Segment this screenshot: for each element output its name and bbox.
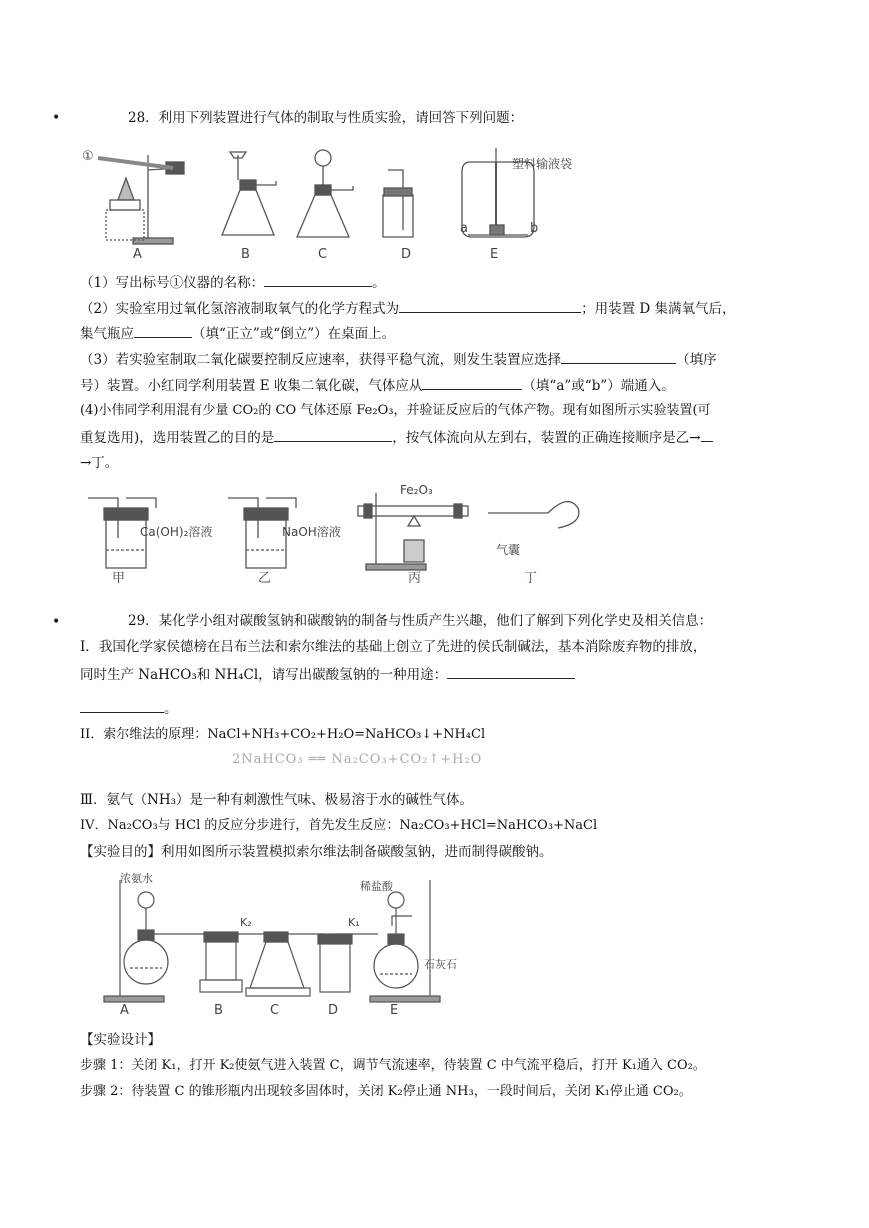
- figure-apparatus-a-e: [78, 140, 573, 268]
- dilute-hcl-label: 稀盐酸: [360, 880, 393, 893]
- figure-solvay-apparatus: [80, 870, 470, 1018]
- infusion-bag-label: 塑料输液袋: [512, 157, 573, 171]
- q29-info-ii: II．索尔维法的原理：NaCl+NH₃+CO₂+H₂O=NaHCO₃↓+NH₄Cl: [80, 727, 486, 742]
- q29-step-2: 步骤 2：待装置 C 的锥形瓶内出现较多固体时，关闭 K₂停止通 NH₃，一段时间后，关闭 K₁停止通 CO₂。: [80, 1084, 692, 1099]
- valve-k2-label: K₂: [240, 916, 252, 929]
- apparatus-label-ding: 丁: [524, 571, 538, 586]
- q29-info-iv: IV．Na₂CO₃与 HCl 的反应分步进行，首先发生反应：Na₂CO₃+HCl=NaHCO₃+NaCl: [80, 818, 598, 833]
- conc-ammonia-label: 浓氨水: [120, 872, 153, 885]
- q28-part-4-text-b: 重复选用)，选用装置乙的目的是: [80, 430, 275, 446]
- q28-part-3-text-b: （填序: [676, 352, 717, 368]
- q28-part-1-text: （1）写出标号①仪器的名称：: [80, 275, 265, 291]
- apparatus-label-e: E: [490, 247, 499, 262]
- q28-part-4-line-2: [80, 427, 713, 448]
- q28-part-3-text-a: （3）若实验室制取二氧化碳要控制反应速率，获得平稳气流，则发生装置应选择: [80, 352, 562, 368]
- faded-equation: 2NaHCO₃ ══ Na₂CO₃+CO₂↑+H₂O: [232, 752, 483, 767]
- apparatus-label-a: A: [133, 247, 142, 262]
- ca-oh2-solution-label: Ca(OH)₂溶液: [140, 525, 213, 539]
- q28-part-2-text-d: （填“正立”或“倒立”）在桌面上。: [192, 326, 396, 342]
- answer-blank[interactable]: [701, 427, 713, 442]
- q28-part-1: [80, 272, 386, 293]
- apparatus-label-jia: 甲: [112, 571, 126, 586]
- q28-part-2-text-a: （2）实验室用过氧化氢溶液制取氧气的化学方程式为: [80, 301, 400, 317]
- answer-blank[interactable]: [399, 298, 581, 313]
- q28-part-3-line-1: [80, 349, 717, 370]
- limestone-label: 石灰石: [424, 958, 457, 971]
- question-28-stem: 28．利用下列装置进行气体的制取与性质实验，请回答下列问题：: [128, 110, 524, 126]
- instrument-tag: ①: [82, 149, 94, 164]
- apparatus-label-b: B: [241, 247, 250, 262]
- q28-part-2-line-2: [80, 323, 395, 344]
- q28-part-3-text-d: （填“a”或“b”）端通入。: [522, 378, 675, 394]
- answer-blank[interactable]: [264, 272, 372, 287]
- apparatus-label-e: E: [390, 1003, 399, 1018]
- q28-part-4-line-3: →丁。: [80, 455, 119, 471]
- answer-blank[interactable]: [134, 323, 192, 338]
- answer-blank[interactable]: [561, 349, 676, 364]
- naoh-solution-label: NaOH溶液: [282, 525, 341, 539]
- figure-apparatus-jia-ding: [78, 478, 578, 586]
- fe2o3-label: Fe₂O₃: [400, 483, 433, 497]
- apparatus-label-c: C: [318, 247, 328, 262]
- apparatus-label-d: D: [401, 247, 412, 262]
- list-bullet: •: [52, 614, 61, 630]
- q28-part-2-text-b: ；用装置 D 集满氧气后，: [581, 301, 736, 317]
- port-b-label: b: [530, 221, 539, 236]
- q28-part-3-text-c: 号）装置。小红同学利用装置 E 收集二氧化碳，气体应从: [80, 378, 423, 394]
- question-29-stem: 29．某化学小组对碳酸氢钠和碳酸钠的制备与性质产生兴趣，他们了解到下列化学史及相关信息：: [128, 613, 713, 629]
- q29-info-i-line-1: I．我国化学家侯德榜在吕布兰法和索尔维法的基础上创立了先进的侯氏制碱法，基本消除废弃物的排放，: [80, 639, 707, 655]
- q29-info-i-line-3: [80, 698, 178, 719]
- q29-info-i-end: 。: [164, 701, 178, 717]
- q29-info-i-text: 同时生产 NaHCO₃和 NH₄Cl，请写出碳酸氢钠的一种用途：: [80, 667, 448, 683]
- apparatus-label-b: B: [214, 1003, 223, 1018]
- apparatus-label-yi: 乙: [258, 571, 272, 586]
- apparatus-label-a: A: [120, 1003, 129, 1018]
- port-a-label: a: [460, 221, 468, 236]
- q28-part-1-end: 。: [372, 275, 386, 291]
- q29-info-i-line-2: [80, 664, 575, 685]
- answer-blank[interactable]: [447, 664, 575, 679]
- apparatus-label-d: D: [328, 1003, 339, 1018]
- answer-blank[interactable]: [80, 698, 164, 713]
- q29-design-heading: 【实验设计】: [80, 1032, 161, 1048]
- list-bullet: •: [52, 110, 61, 126]
- q28-part-4-text-c: ，按气体流向从左到右，装置的正确连接顺序是乙→: [392, 430, 701, 446]
- answer-blank[interactable]: [422, 375, 522, 390]
- valve-k1-label: K₁: [348, 916, 360, 929]
- q28-part-2-text-c: 集气瓶应: [80, 326, 134, 342]
- apparatus-label-bing: 丙: [408, 571, 422, 586]
- q28-part-3-line-2: [80, 375, 675, 396]
- q29-goal: 【实验目的】利用如图所示装置模拟索尔维法制备碳酸氢钠，进而制得碳酸钠。: [80, 844, 553, 860]
- q28-part-2-line-1: [80, 298, 736, 319]
- apparatus-label-c: C: [270, 1003, 280, 1018]
- q29-step-1: 步骤 1：关闭 K₁，打开 K₂使氨气进入装置 C，调节气流速率，待装置 C 中气流平稳后，打开 K₁通入 CO₂。: [80, 1058, 706, 1073]
- gas-bag-label: 气囊: [496, 543, 521, 557]
- q28-part-4-line-1: (4)小伟同学利用混有少量 CO₂的 CO 气体还原 Fe₂O₃，并验证反应后的气体产物。现有如图所示实验装置(可: [80, 403, 711, 418]
- q29-info-iii: Ⅲ．氨气（NH₃）是一种有刺激性气味、极易溶于水的碱性气体。: [80, 792, 474, 808]
- answer-blank[interactable]: [274, 427, 392, 442]
